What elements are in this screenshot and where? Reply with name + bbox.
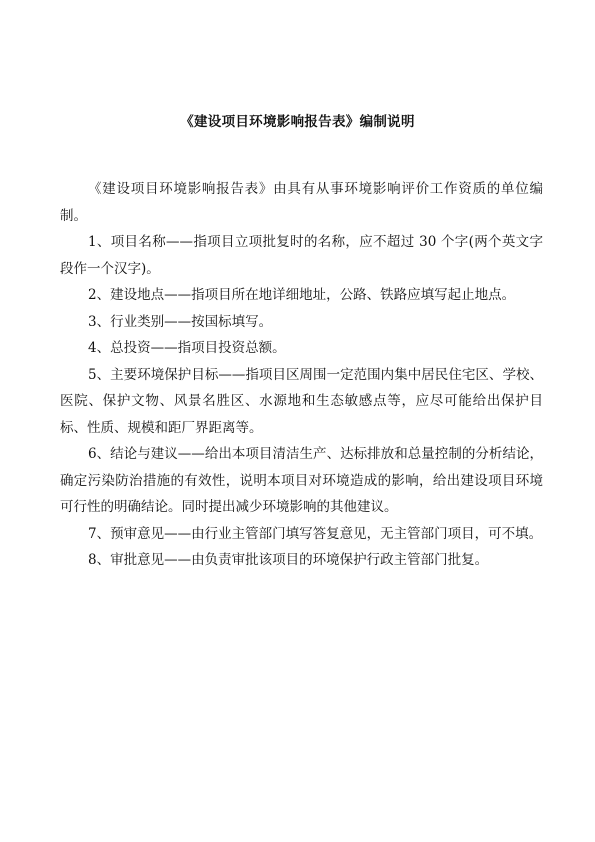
document-title: 《建设项目环境影响报告表》编制说明	[180, 114, 415, 130]
item-3-industry-category: 3、行业类别——按国标填写。	[88, 313, 273, 330]
item-5-protection-targets: 5、主要环境保护目标——指项目区周围一定范围内集中居民住宅区、学校、医院、保护文物、风景名胜区、水源地和生态敏感点等，应尽可能给出保护目标、性质、规模和距厂界距离等。	[60, 366, 543, 436]
item-4-total-investment: 4、总投资——指项目投资总额。	[88, 340, 286, 356]
item-1-project-name: 1、项目名称——指项目立项批复时的名称，应不超过 30 个字(两个英文字段作一个汉字)。	[60, 234, 543, 277]
item-6-conclusions: 6、结论与建议——给出本项目清洁生产、达标排放和总量控制的分析结论，确定污染防治措施的有效性，说明本项目对环境造成的影响，给出建设项目环境可行性的明确结论。同时提出减少环境影响的其他建议。	[60, 446, 543, 515]
intro-paragraph: 《建设项目环境影响报告表》由具有从事环境影响评价工作资质的单位编制。	[60, 181, 543, 224]
item-2-construction-site: 2、建设地点——指项目所在地详细地址，公路、铁路应填写起止地点。	[88, 287, 516, 303]
item-7-pre-review: 7、预审意见——由行业主管部门填写答复意见，无主管部门项目，可不填。	[88, 525, 543, 542]
item-8-approval: 8、审批意见——由负责审批该项目的环境保护行政主管部门批复。	[88, 552, 489, 568]
document-body	[60, 176, 543, 574]
